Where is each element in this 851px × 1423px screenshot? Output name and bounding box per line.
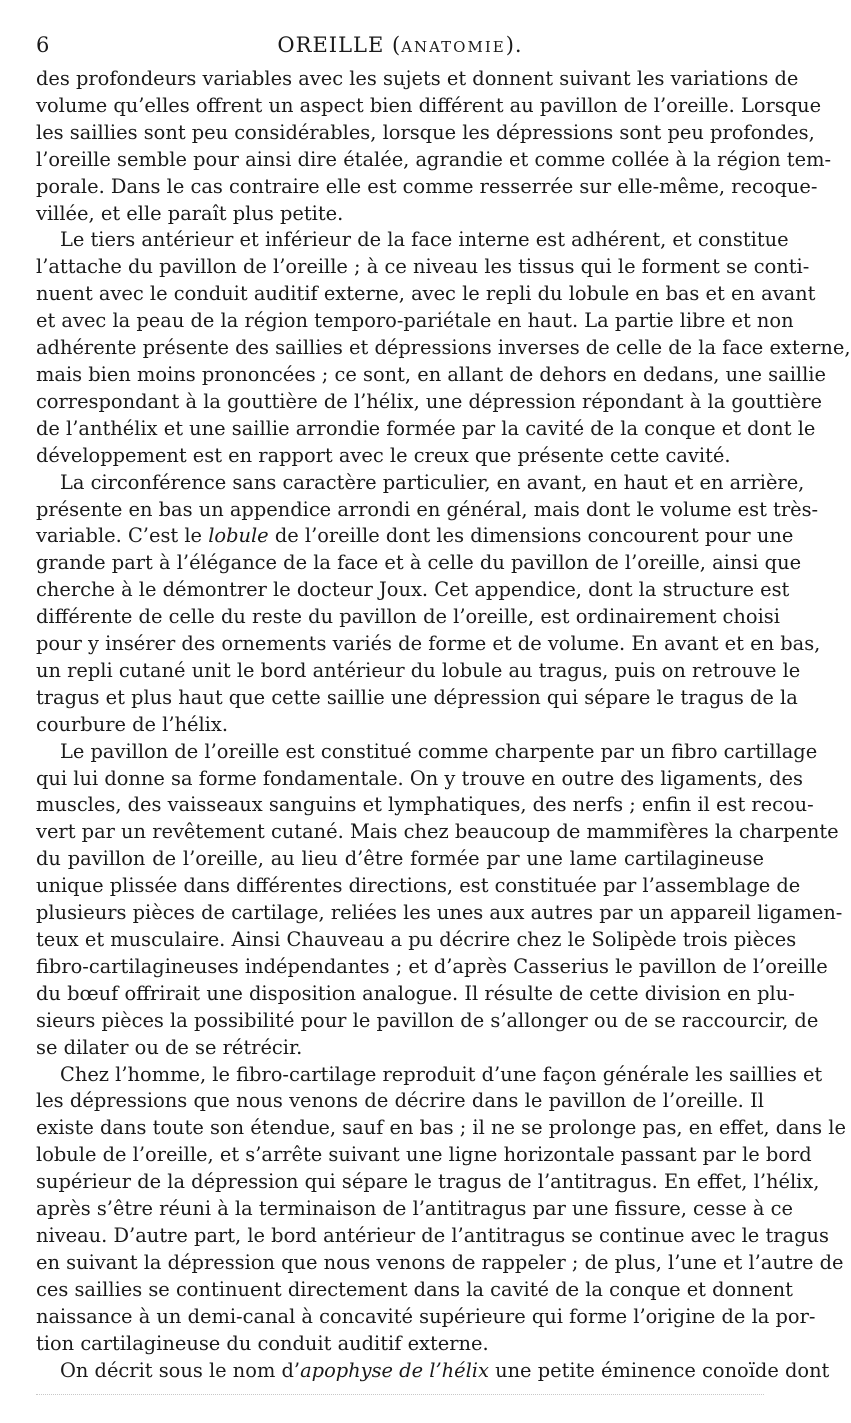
running-title-paren-close: ). [505, 33, 523, 57]
text-line-segment: nuent avec le conduit auditif externe, avec le repli du lobule en bas et en avant [36, 282, 816, 306]
text-line [36, 227, 789, 254]
text-line-segment: les dépressions que nous venons de décrire dans le pavillon de l’oreille. Il [36, 1089, 764, 1113]
text-line [36, 523, 794, 550]
text-line-segment: les saillies sont peu considérables, lorsque les dépressions sont peu profondes, [36, 120, 815, 144]
text-line [36, 174, 818, 201]
text-line [36, 201, 764, 228]
text-line-segment: l’attache du pavillon de l’oreille ; à ce niveau les tissus qui le forment se conti- [36, 255, 810, 279]
text-line-segment: sieurs pièces la possibilité pour le pavillon de s’allonger ou de se raccourcir, de [36, 1008, 819, 1032]
text-line-segment: variable. C’est le [36, 524, 209, 548]
text-line [36, 254, 810, 281]
text-line [36, 1196, 793, 1223]
text-line [36, 1304, 816, 1331]
running-title-paren-open: ( [391, 33, 402, 57]
running-title-sub: ANATOMIE [401, 38, 506, 56]
text-line-segment: ces saillies se continuent directement dans la cavité de la conque et donnent [36, 1277, 793, 1301]
text-line-segment: de l’oreille dont les dimensions concourent pour une [268, 524, 794, 548]
text-line-segment: lobule de l’oreille, et s’arrête suivant une ligne horizontale passant par le bord [36, 1143, 812, 1167]
text-line-segment: du pavillon de l’oreille, au lieu d’être formée par une lame cartilagineuse [36, 847, 764, 871]
text-line-segment: teux et musculaire. Ainsi Chauveau a pu décrire chez le Solipède trois pièces [36, 928, 797, 951]
text-line-segment: l’oreille semble pour ainsi dire étalée, agrandie et comme collée à la région tem- [36, 147, 832, 171]
italic-term: lobule [208, 524, 269, 548]
text-line-segment: naissance à un demi-canal à concavité supérieure qui forme l’origine de la por- [36, 1304, 816, 1328]
text-line [36, 1331, 764, 1358]
text-line-segment: correspondant à la gouttière de l’hélix, une dépression répondant à la gouttière [36, 389, 822, 413]
text-line [36, 954, 828, 981]
text-line-segment: et avec la peau de la région temporo-pariétale en haut. La partie libre et non [36, 309, 794, 333]
text-line [36, 362, 826, 389]
text-line [36, 604, 780, 631]
text-line-segment: existe dans toute son étendue, sauf en bas ; il ne se prolonge pas, en effet, dans le [36, 1116, 846, 1140]
text-line [36, 335, 851, 362]
body-text [36, 66, 851, 1384]
running-title [36, 28, 764, 64]
text-line [36, 712, 764, 739]
text-line-segment: tion cartilagineuse du conduit auditif externe. [36, 1331, 489, 1355]
text-line [36, 658, 801, 685]
text-line-segment: pour y insérer des ornements variés de forme et de volume. En avant et en bas, [36, 632, 821, 656]
text-line [36, 1223, 829, 1250]
text-line-segment: du bœuf offrirait une disposition analogue. Il résulte de cette division en plu- [36, 981, 795, 1005]
page-bottom-marks [36, 1394, 764, 1401]
text-line-segment: après s’être réuni à la terminaison de l’antitragus par une fissure, cesse à ce [36, 1197, 793, 1221]
text-line-segment: qui lui donne sa forme fondamentale. On y trouve en outre des ligaments, des [36, 766, 803, 790]
text-line [36, 766, 803, 793]
italic-term: apophyse de l’hélix [300, 1358, 489, 1382]
text-line [36, 1088, 764, 1115]
text-line [36, 1358, 830, 1385]
text-line-segment: vert par un revêtement cutané. Mais chez beaucoup de mammifères la charpente [36, 820, 839, 844]
text-line-segment: se dilater ou de se rétrécir. [36, 1035, 303, 1059]
text-line [36, 497, 819, 524]
text-line-segment: fibro-cartilagineuses indépendantes ; et d’après Casserius le pavillon de l’oreille [36, 954, 828, 978]
running-head [36, 28, 764, 62]
text-line [36, 739, 818, 766]
text-line-segment: cherche à le démontrer le docteur Joux. Cet appendice, dont la structure est [36, 578, 790, 602]
text-line [36, 550, 802, 577]
text-line [36, 120, 815, 147]
text-line [36, 900, 843, 927]
text-line [36, 1062, 823, 1089]
text-line [36, 1035, 764, 1062]
text-line [36, 389, 822, 416]
text-line [36, 577, 790, 604]
text-line [36, 416, 816, 443]
text-line [36, 1250, 844, 1277]
text-line-segment: Le pavillon de l’oreille est constitué comme charpente par un fibro cartillage [60, 739, 818, 763]
text-line-segment: en suivant la dépression que nous venons de rappeler ; de plus, l’une et l’autre de [36, 1250, 844, 1274]
text-line-segment: adhérente présente des saillies et dépressions inverses de celle de la face externe, [36, 336, 851, 360]
text-line [36, 631, 821, 658]
text-line-segment: plusieurs pièces de cartilage, reliées les unes aux autres par un appareil ligamen- [36, 901, 843, 925]
text-line-segment: volume qu’elles offrent un aspect bien différent au pavillon de l’oreille. Lorsque [36, 93, 822, 117]
text-line-segment: Le tiers antérieur et inférieur de la face interne est adhérent, et constitue [60, 228, 789, 252]
text-line [36, 846, 764, 873]
text-line-segment: différente de celle du reste du pavillon de l’oreille, est ordinairement choisi [36, 605, 780, 629]
text-line-segment: supérieur de la dépression qui sépare le tragus de l’antitragus. En effet, l’hélix, [36, 1170, 820, 1194]
text-line-segment: La circonférence sans caractère particulier, en avant, en haut et en arrière, [60, 470, 805, 494]
text-line-segment: grande part à l’élégance de la face et à celle du pavillon de l’oreille, ainsi que [36, 551, 802, 575]
text-line [36, 927, 797, 954]
text-line-segment: mais bien moins prononcées ; ce sont, en allant de dehors en dedans, une saillie [36, 362, 826, 386]
text-line-segment: une petite éminence conoïde dont [488, 1358, 830, 1382]
text-line [36, 66, 799, 93]
text-line-segment: Chez l’homme, le fibro-cartilage reproduit d’une façon générale les saillies et [60, 1062, 823, 1086]
text-line [36, 685, 798, 712]
text-line-segment: présente en bas un appendice arrondi en général, mais dont le volume est très- [36, 497, 819, 521]
running-title-main: OREILLE [277, 33, 385, 57]
text-line [36, 1169, 820, 1196]
text-line-segment: un repli cutané unit le bord antérieur du lobule au tragus, puis on retrouve le [36, 658, 801, 682]
text-line-segment: niveau. D’autre part, le bord antérieur de l’antitragus se continue avec le tragus [36, 1223, 829, 1247]
page-number: 6 [36, 33, 50, 57]
text-line [36, 1142, 812, 1169]
text-line [36, 281, 816, 308]
text-line [36, 470, 805, 497]
text-line-segment: de l’anthélix et une saillie arrondie formée par la cavité de la conque et dont le [36, 416, 816, 440]
text-line [36, 792, 814, 819]
text-line-segment: tragus et plus haut que cette saillie une dépression qui sépare le tragus de la [36, 685, 798, 709]
text-line [36, 147, 832, 174]
text-line [36, 1115, 846, 1142]
text-line [36, 873, 801, 900]
text-line [36, 981, 795, 1008]
text-line-segment: porale. Dans le cas contraire elle est comme resserrée sur elle-même, recoque- [36, 174, 818, 198]
text-line-segment: courbure de l’hélix. [36, 712, 228, 736]
text-line-segment: des profondeurs variables avec les sujets et donnent suivant les variations de [36, 67, 799, 90]
text-line [36, 1008, 819, 1035]
text-line [36, 1277, 793, 1304]
text-line [36, 93, 822, 120]
text-line-segment: muscles, des vaisseaux sanguins et lymphatiques, des nerfs ; enfin il est recou- [36, 793, 814, 817]
text-line-segment: développement est en rapport avec le creux que présente cette cavité. [36, 443, 731, 467]
text-line [36, 443, 764, 470]
text-line-segment: On décrit sous le nom d’ [60, 1358, 301, 1382]
text-line-segment: villée, et elle paraît plus petite. [36, 201, 344, 225]
text-line [36, 308, 794, 335]
text-line [36, 819, 839, 846]
text-line-segment: unique plissée dans différentes directions, est constituée par l’assemblage de [36, 874, 801, 898]
